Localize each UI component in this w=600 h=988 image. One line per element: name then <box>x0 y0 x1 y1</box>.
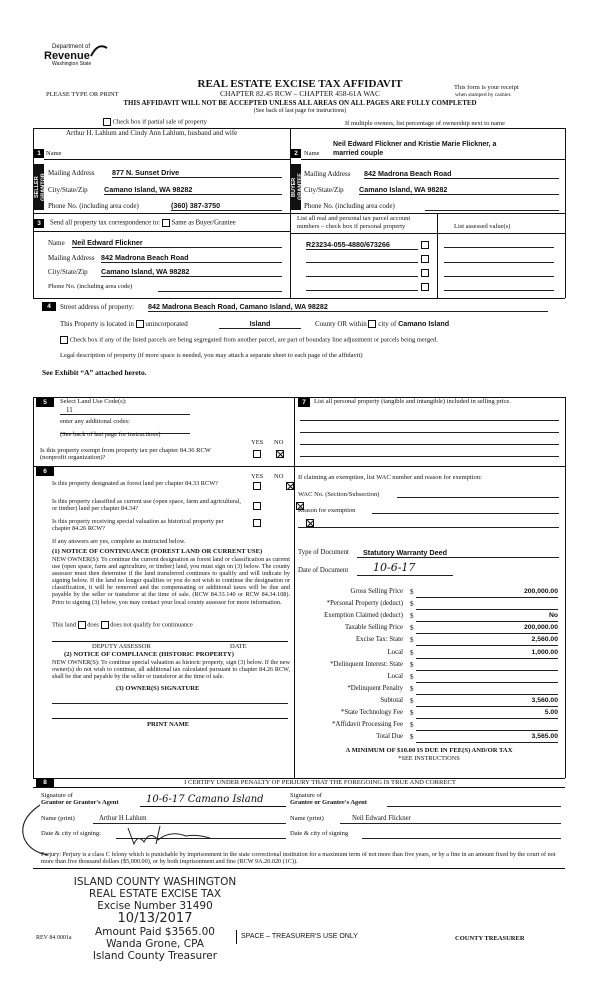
tax-row-label: *State Technology Fee <box>340 709 403 716</box>
seller-phone-value[interactable]: (360) 387-3750 <box>171 202 282 211</box>
wac-input[interactable] <box>397 497 559 498</box>
stamp-line-2: REAL ESTATE EXCISE TAX <box>88 888 222 900</box>
parcel-number-3[interactable] <box>306 276 418 277</box>
doc-type-label: Type of Document <box>298 549 349 556</box>
s6-no-header: NO <box>274 473 284 480</box>
tax-row-value[interactable]: 3,565.00 <box>416 733 558 743</box>
exempt-yes-checkbox[interactable] <box>253 450 261 458</box>
exhibit-note: See Exhibit “A” attached hereto. <box>42 368 147 377</box>
reason-input-2[interactable] <box>298 527 559 528</box>
warning-banner: THIS AFFIDAVIT WILL NOT BE ACCEPTED UNLESS ALL AREAS ON ALL PAGES ARE FULLY COMPLETED <box>123 99 477 107</box>
tax-row-label: Local <box>387 673 403 680</box>
receipt-note-2: when stamped by cashier. <box>455 92 512 98</box>
minimum-due-note: A MINIMUM OF $10.00 IS DUE IN FEE(S) AND/OR TAX <box>345 747 513 754</box>
seller-mailing-label: Mailing Address <box>48 169 95 177</box>
print-name-label: PRINT NAME <box>147 721 190 728</box>
land-qualify-row <box>52 621 193 629</box>
partial-sale-checkbox[interactable] <box>103 118 111 126</box>
tax-row-dollar: $ <box>410 649 414 657</box>
grantor-sig-label-1: Signature of <box>41 792 73 799</box>
parcel-header-1: List all real and personal tax parcel account <box>297 215 411 222</box>
buyer-city-label: City/State/Zip <box>304 186 344 194</box>
does-qualify-checkbox[interactable] <box>78 621 86 629</box>
forest-yes-checkbox[interactable] <box>253 482 261 490</box>
land-use-value[interactable]: 11 <box>60 406 190 415</box>
doc-date-label: Date of Document <box>298 567 349 574</box>
parcel-2-checkbox[interactable] <box>421 255 429 263</box>
dor-swoosh-icon <box>90 44 108 58</box>
county-treasurer-label: COUNTY TREASURER <box>455 935 525 942</box>
personal-property-line-3[interactable] <box>300 444 559 445</box>
tax-row-dollar: $ <box>410 697 414 705</box>
assessed-header: List assessed value(s) <box>454 223 511 230</box>
located-label: This Property is located in <box>60 320 134 328</box>
legal-description-label: Legal description of property (if more space is needed, you may attach a separate sheet to each page of the affidavit) <box>60 352 363 359</box>
tax-row-dollar: $ <box>410 636 414 644</box>
tax-row-label: Exemption Claimed (deduct) <box>324 612 403 619</box>
parcel-4-checkbox[interactable] <box>421 283 429 291</box>
notice-compliance-body: NEW OWNER(S): To continue special valuation as historic property, sign (3) below. If the new owner(s) do not wish to continue, all additional tax calculated pursuant to chapter 84.26 RCW, shall be due and payable by the seller or transferor at the time of sale. <box>52 659 290 681</box>
section-4-tab: 4 <box>42 302 56 311</box>
dor-logo-line2: Revenue <box>44 50 90 62</box>
does-not-label: does not qualify for continuance <box>110 621 193 629</box>
buyer-name-line1[interactable]: Neil Edward Flickner and Kristie Marie Flickner, a <box>333 141 497 148</box>
grantee-signature-input[interactable] <box>387 806 561 807</box>
deputy-date-label: DATE <box>230 643 247 650</box>
current-use-yes-checkbox[interactable] <box>253 502 261 510</box>
dor-logo-line3: Washington State <box>52 61 92 67</box>
form-title: REAL ESTATE EXCISE TAX AFFIDAVIT <box>197 78 403 90</box>
tax-row-dollar: $ <box>410 588 414 596</box>
parcel-1-checkbox[interactable] <box>421 241 429 249</box>
corr-mailing-label: Mailing Address <box>48 254 95 262</box>
tax-row-value[interactable] <box>416 661 558 671</box>
seller-name-label: Name <box>46 150 62 157</box>
tax-row-label: *Personal Property (deduct) <box>326 600 403 607</box>
tax-row-label: Subtotal <box>380 697 403 704</box>
stamp-line-4: 10/13/2017 <box>117 911 193 926</box>
grantor-sig-label-2: Grantor or Grantor's Agent <box>41 799 119 807</box>
enter-additional-codes: enter any additional codes: <box>60 418 130 425</box>
tax-row-value[interactable]: 200,000.00 <box>416 624 558 634</box>
tax-row-label: *Delinquent Interest: State <box>330 661 403 668</box>
stamp-line-6: Wanda Grone, CPA <box>106 938 204 950</box>
grantee-date-city-input[interactable] <box>362 838 561 839</box>
parcel-number-1[interactable]: R23234-055-4880/673266 <box>306 241 418 250</box>
tax-row-dollar: $ <box>410 600 414 608</box>
personal-property-label: List all personal property (tangible and intangible) included in selling price. <box>314 398 511 405</box>
s5-no-header: NO <box>274 439 284 446</box>
receipt-note-1: This form is your receipt <box>454 84 519 91</box>
corr-name-value[interactable]: Neil Edward Flickner <box>72 239 282 248</box>
buyer-side-label: BUYER GRANTEE <box>291 164 301 210</box>
tax-row-value[interactable] <box>416 721 558 731</box>
unincorporated-checkbox[interactable] <box>136 320 144 328</box>
see-back-header: (See back of last page for instructions) <box>253 108 347 114</box>
city-value[interactable]: Camano Island <box>398 319 450 328</box>
doc-type-value[interactable]: Statutory Warranty Deed <box>357 549 559 558</box>
multiple-owners-note: If multiple owners, list percentage of ownership next to name <box>345 120 505 127</box>
reason-label: Reason for exemption <box>298 507 356 514</box>
s5-yes-header: YES <box>251 439 264 446</box>
grantee-sig-label <box>290 792 367 807</box>
grantee-sig-label-2: Grantee or Grantee's Agent <box>290 799 367 807</box>
form-chapter: CHAPTER 82.45 RCW – CHAPTER 458-61A WAC <box>220 89 380 98</box>
seller-city-value[interactable]: Camano Island, WA 98282 <box>104 186 282 195</box>
buyer-phone-label: Phone No. (including area code) <box>304 202 395 210</box>
tax-row-value[interactable]: 3,560.00 <box>416 697 558 707</box>
same-as-buyer-checkbox[interactable] <box>162 219 170 227</box>
corr-name-label: Name <box>48 239 65 247</box>
send-correspondence-row <box>50 219 236 227</box>
please-type: PLEASE TYPE OR PRINT <box>46 91 119 98</box>
seller-phone-label: Phone No. (including area code) <box>48 202 139 210</box>
tax-row-dollar: $ <box>410 612 414 620</box>
tax-row-value[interactable] <box>416 600 558 610</box>
tax-row-dollar: $ <box>410 685 414 693</box>
grantee-date-city-label: Date & city of signing <box>290 830 349 837</box>
owner-signature-input[interactable] <box>52 703 288 704</box>
parcel-3-checkbox[interactable] <box>421 269 429 277</box>
wac-label: WAC No. (Section/Subsection) <box>298 491 380 498</box>
parcel-number-2[interactable] <box>306 262 418 263</box>
partial-sale-row <box>103 118 207 126</box>
notice-compliance-title: (2) NOTICE OF COMPLIANCE (HISTORIC PROPERTY) <box>64 651 234 658</box>
county-or-label: County OR within <box>315 320 367 328</box>
grantor-date-city-label: Date & city of signing: <box>41 830 101 837</box>
historic-yes-checkbox[interactable] <box>253 519 261 527</box>
notice-continuance-title: (1) NOTICE OF CONTINUANCE (FOREST LAND OR CURRENT USE) <box>52 548 263 555</box>
tax-row-dollar: $ <box>410 624 414 632</box>
buyer-city-value[interactable]: Camano Island, WA 98282 <box>359 186 559 195</box>
send-correspondence-label: Send all property tax correspondence to: <box>50 219 161 227</box>
does-label: does <box>87 621 99 629</box>
tax-row-dollar: $ <box>410 721 414 729</box>
section-8-tab: 8 <box>36 778 54 787</box>
buyer-name-label: Name <box>304 150 320 157</box>
segregated-checkbox[interactable] <box>60 336 68 344</box>
tax-row-value[interactable]: No <box>416 612 558 622</box>
assessed-value-4[interactable] <box>444 290 554 291</box>
corr-city-value[interactable]: Camano Island, WA 98282 <box>101 268 282 277</box>
segregated-row <box>60 336 438 344</box>
tax-row-dollar: $ <box>410 709 414 717</box>
tax-row-label: *Delinquent Penalty <box>347 685 403 692</box>
see-back-s5: (See back of last page for instructions) <box>60 431 161 438</box>
land-does-label: This land <box>52 621 76 629</box>
owner-signature-label: (3) OWNER(S) SIGNATURE <box>116 685 200 692</box>
stamp-line-1: ISLAND COUNTY WASHINGTON <box>73 876 237 888</box>
section-2-tab: 2 <box>291 149 301 158</box>
forest-no-checkbox[interactable] <box>286 482 294 490</box>
forest-question: Is this property designated as forest land per chapter 84.33 RCW? <box>52 480 218 487</box>
buyer-phone-value[interactable] <box>425 202 559 211</box>
assessed-value-3[interactable] <box>444 276 554 277</box>
corr-city-label: City/State/Zip <box>48 268 88 276</box>
section-6-tab: 6 <box>36 467 54 476</box>
seller-name-value[interactable]: Arthur H. Lahlum and Cindy Ann Lahlum, husband and wife <box>66 129 238 137</box>
personal-property-line-4[interactable] <box>300 456 559 457</box>
exempt-question: Is this property exempt from property tax per chapter 84.36 RCW (nonprofit organization)? <box>40 447 211 462</box>
dor-logo <box>44 44 114 74</box>
section-7-tab: 7 <box>298 398 310 407</box>
unincorporated-label: unincorporated <box>145 320 188 328</box>
corr-phone-value[interactable] <box>158 283 282 292</box>
tax-row-dollar: $ <box>410 733 414 741</box>
tax-row-label: *Affidavit Processing Fee <box>332 721 403 728</box>
dor-logo-line1: Department of <box>52 44 91 50</box>
corr-mailing-value[interactable]: 842 Madrona Beach Road <box>101 254 282 263</box>
grantor-signature-hand[interactable]: 10-6-17 Camano Island <box>146 794 264 805</box>
doc-date-value[interactable]: 10-6-17 <box>357 562 453 576</box>
grantor-name-value[interactable]: Arthur H Lahlum <box>93 815 286 824</box>
county-value[interactable]: Island <box>219 320 301 329</box>
tax-row-dollar: $ <box>410 673 414 681</box>
stamp-line-3: Excise Number 31490 <box>97 900 213 912</box>
corr-phone-label: Phone No. (including area code) <box>48 283 133 290</box>
notice-continuance-body: NEW OWNER(S): To continue the current designation as forest land or classification as current use (open space, farm and agriculture, or timber) land, you must sign on (3) below. The county assessor must then determine if the land transferred continues to qualify and will indicate by signing below. If the land no longer qualifies or you do not wish to continue the designation or classification, it will be removed and the compensating or additional taxes will be due and payable by the seller or transferor at the time of sale. (RCW 84.33.140 or RCW 84.34.108). Prior to signing (3) below, you may contact your local county assessor for more information. <box>52 556 290 606</box>
tax-row-value[interactable]: 1,000.00 <box>416 649 558 659</box>
tax-row-label: Gross Selling Price <box>350 588 403 595</box>
tax-row-value[interactable] <box>416 685 558 695</box>
section-5-tab: 5 <box>36 398 54 407</box>
segregated-label: Check box if any of the listed parcels are being segregated from another parcel, are part of boundary line adjustment or parcels being merged. <box>69 336 438 344</box>
if-yes-note: If any answers are yes, complete as instructed below. <box>52 538 186 545</box>
stamp-line-5: Amount Paid $3565.00 <box>95 926 215 938</box>
city-of-label: city of <box>378 320 397 328</box>
buyer-mailing-value[interactable]: 842 Madrona Beach Road <box>364 170 559 179</box>
treasurer-stamp <box>40 876 270 962</box>
assessed-value-1[interactable] <box>444 247 554 248</box>
grantor-name-label: Name (print) <box>41 815 75 822</box>
seller-city-label: City/State/Zip <box>48 186 88 194</box>
perjury-statement: Perjury: Perjury is a class C felony which is punishable by imprisonment in the state correctional institution for a maximum term of not more than five years, or by a fine in an amount fixed by the court of not more than five thousand dollars ($5,000.00), or by both imprisonment and fine (RCW 9A.20.020 (1C)). <box>41 851 556 866</box>
tax-row-label: Excise Tax: State <box>356 636 403 643</box>
certify-statement: I CERTIFY UNDER PENALTY OF PERJURY THAT THE FOREGOING IS TRUE AND CORRECT <box>184 779 456 786</box>
parcel-header-2: numbers – check box if personal property <box>297 223 406 230</box>
exempt-no-checkbox[interactable] <box>276 450 284 458</box>
grantee-sig-label-1: Signature of <box>290 792 322 799</box>
buyer-name-line2[interactable]: married couple <box>333 150 384 157</box>
within-city-checkbox[interactable] <box>368 320 376 328</box>
s6-yes-header: YES <box>251 473 264 480</box>
street-address-value[interactable]: 842 Madrona Beach Road, Camano Island, WA 98282 <box>148 303 548 312</box>
seller-side-label: SELLER GRANTOR <box>34 164 44 210</box>
buyer-mailing-label: Mailing Address <box>304 170 351 178</box>
land-use-label: Select Land Use Code(s): <box>60 398 127 405</box>
section-1-tab: 1 <box>34 149 44 158</box>
tax-row-label: Total Due <box>376 733 403 740</box>
current-use-question: Is this property classified as current use (open space, farm and agricultural, or timber) land per chapter 84.34? <box>52 498 242 513</box>
stamp-line-7: Island County Treasurer <box>92 950 218 962</box>
tax-row-dollar: $ <box>410 661 414 669</box>
partial-sale-label: Check box if partial sale of property <box>112 118 207 126</box>
street-address-label: Street address of property: <box>60 303 135 311</box>
personal-property-line-2[interactable] <box>300 432 559 433</box>
deputy-assessor-label: DEPUTY ASSESSOR <box>92 643 151 650</box>
grantee-name-label: Name (print) <box>290 815 324 822</box>
see-instructions-note: *SEE INSTRUCTIONS <box>398 755 460 762</box>
section-3-tab: 3 <box>34 219 44 228</box>
same-as-buyer-label: Same as Buyer/Grantee <box>171 219 236 227</box>
tax-row-value[interactable]: 200,000.00 <box>416 588 558 598</box>
county-or-row <box>315 320 449 328</box>
located-row <box>60 320 188 328</box>
treasurer-space-label: SPACE – TREASURER'S USE ONLY <box>241 933 358 940</box>
exemption-claim-label: If claiming an exemption, list WAC number and reason for exemption: <box>298 474 482 481</box>
historic-question: Is this property receiving special valuation as historical property per chapter 84.26 RCW? <box>52 518 224 533</box>
tax-row-label: Local <box>387 649 403 656</box>
personal-property-line-1[interactable] <box>300 420 559 421</box>
reason-input[interactable] <box>372 513 559 514</box>
does-not-qualify-checkbox[interactable] <box>101 621 109 629</box>
parcel-number-4[interactable] <box>306 290 418 291</box>
rev-number: REV 84 0001a <box>36 935 72 941</box>
tax-row-value[interactable] <box>416 673 558 683</box>
grantee-name-value[interactable]: Neil Edward Flickner <box>340 815 561 824</box>
assessed-value-2[interactable] <box>444 262 554 263</box>
tax-row-label: Taxable Selling Price <box>344 624 403 631</box>
tax-row-value[interactable]: 5.00 <box>416 709 558 719</box>
tax-row-value[interactable]: 2,560.00 <box>416 636 558 646</box>
seller-mailing-value[interactable]: 877 N. Sunset Drive <box>112 169 282 178</box>
